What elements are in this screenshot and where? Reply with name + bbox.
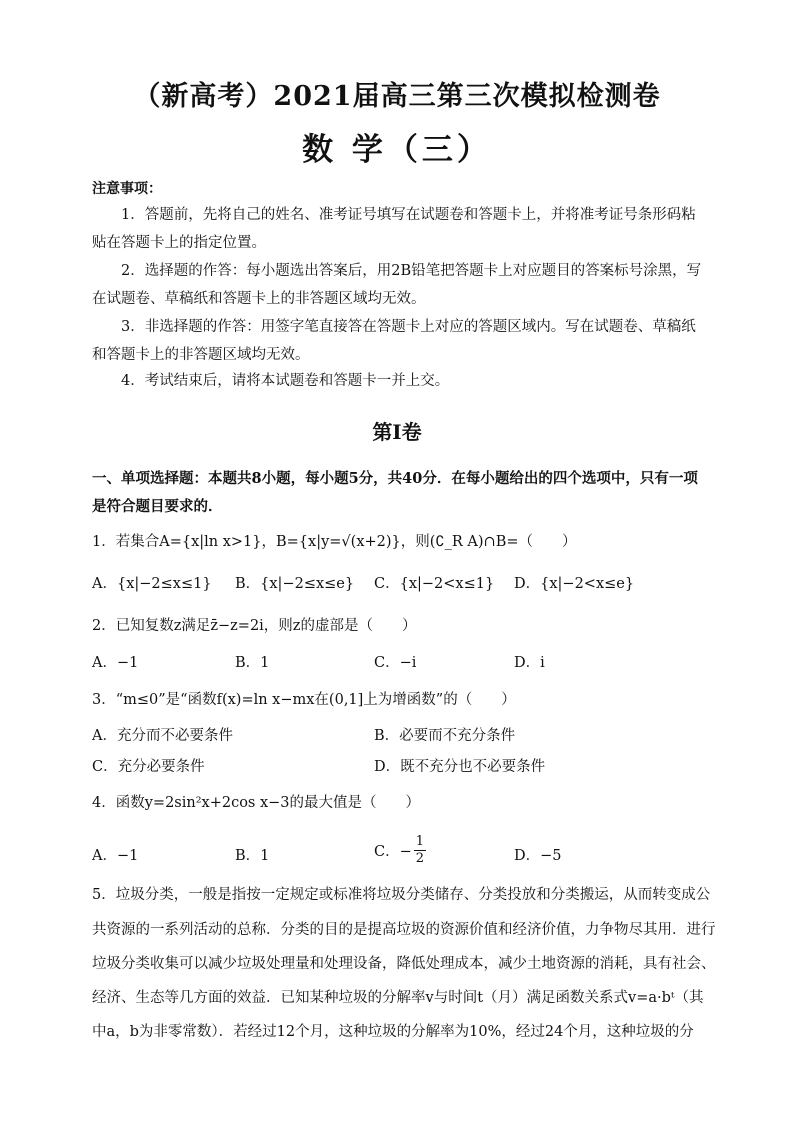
q1-option-d: D．{x|−2<x≤e}	[514, 576, 635, 592]
q2-option-b: B．1	[235, 655, 270, 671]
exam-title: （新高考）2021届高三第三次模拟检测卷	[133, 81, 661, 112]
question-5-line-5: 中a，b为非零常数）．若经过12个月，这种垃圾的分解率为10%，经过24个月，这种垃圾的分	[92, 1024, 694, 1040]
question-5-line-4: 经济、生态等几方面的效益．已知某种垃圾的分解率v与时间t（月）满足函数关系式v=a·bᵗ（其	[92, 990, 704, 1006]
question-5-line-2: 共资源的一系列活动的总称．分类的目的是提高垃圾的资源价值和经济价值，力争物尽其用．进行	[92, 922, 716, 938]
q2-option-d: D．i	[514, 655, 545, 671]
q2-option-c: C．−i	[374, 655, 417, 671]
q1-option-a: A．{x|−2≤x≤1}	[92, 576, 212, 592]
fraction-denominator: 2	[415, 851, 425, 866]
section-instruction: 一、单项选择题：本题共8小题，每小题5分，共40分．在每小题给出的四个选项中，只有一项是符合题目要求的．	[92, 470, 698, 515]
subject-title: 数 学（三）	[302, 132, 492, 168]
note-item-4: 4．考试结束后，请将本试题卷和答题卡一并上交。	[121, 373, 450, 389]
notes-heading: 注意事项：	[92, 181, 162, 197]
q1-option-b: B．{x|−2≤x≤e}	[235, 576, 355, 592]
question-5-line-1: 5．垃圾分类，一般是指按一定规定或标准将垃圾分类储存、分类投放和分类搬运，从而转变成公	[92, 887, 711, 903]
q4-option-c-fraction	[414, 834, 426, 867]
q3-option-c: C．充分必要条件	[92, 759, 205, 775]
q3-option-d: D．既不充分也不必要条件	[374, 759, 546, 775]
question-3-stem: 3．“m≤0”是“函数f(x)=ln x−mx在(0,1]上为增函数”的（ ）	[92, 692, 516, 708]
question-1-stem: 1．若集合A={x|ln x>1}，B={x|y=√(x+2)}，则(∁_R A)∩B=（ ）	[92, 534, 577, 550]
fraction-numerator: 1	[415, 834, 425, 849]
q3-option-a: A．充分而不必要条件	[92, 728, 233, 744]
q4-option-d: D．−5	[514, 848, 562, 864]
q4-option-b: B．1	[235, 848, 270, 864]
q4-option-c-label: C．−	[374, 844, 412, 860]
section-title: 第Ⅰ卷	[372, 420, 422, 444]
q4-option-c	[374, 834, 428, 867]
note-item-2: 2．选择题的作答：每小题选出答案后，用2B铅笔把答题卡上对应题目的答案标号涂黑，写在试题卷、草稿纸和答题卡上的非答题区域均无效。	[92, 263, 702, 307]
question-4-stem: 4．函数y=2sin²x+2cos x−3的最大值是（ ）	[92, 795, 421, 811]
q1-option-c: C．{x|−2<x≤1}	[374, 576, 495, 592]
question-2-stem: 2．已知复数z满足z̄−z=2i，则z的虚部是（ ）	[92, 618, 417, 634]
q4-option-a: A．−1	[92, 848, 139, 864]
question-5-line-3: 垃圾分类收集可以减少垃圾处理量和处理设备，降低处理成本，减少土地资源的消耗，具有社会、	[92, 956, 716, 972]
q2-option-a: A．−1	[92, 655, 139, 671]
q3-option-b: B．必要而不充分条件	[374, 728, 516, 744]
note-item-1: 1．答题前，先将自己的姓名、准考证号填写在试题卷和答题卡上，并将准考证号条形码粘贴在答题卡上的指定位置。	[92, 207, 696, 251]
note-item-3: 3．非选择题的作答：用签字笔直接答在答题卡上对应的答题区域内。写在试题卷、草稿纸和答题卡上的非答题区域均无效。	[92, 319, 696, 363]
